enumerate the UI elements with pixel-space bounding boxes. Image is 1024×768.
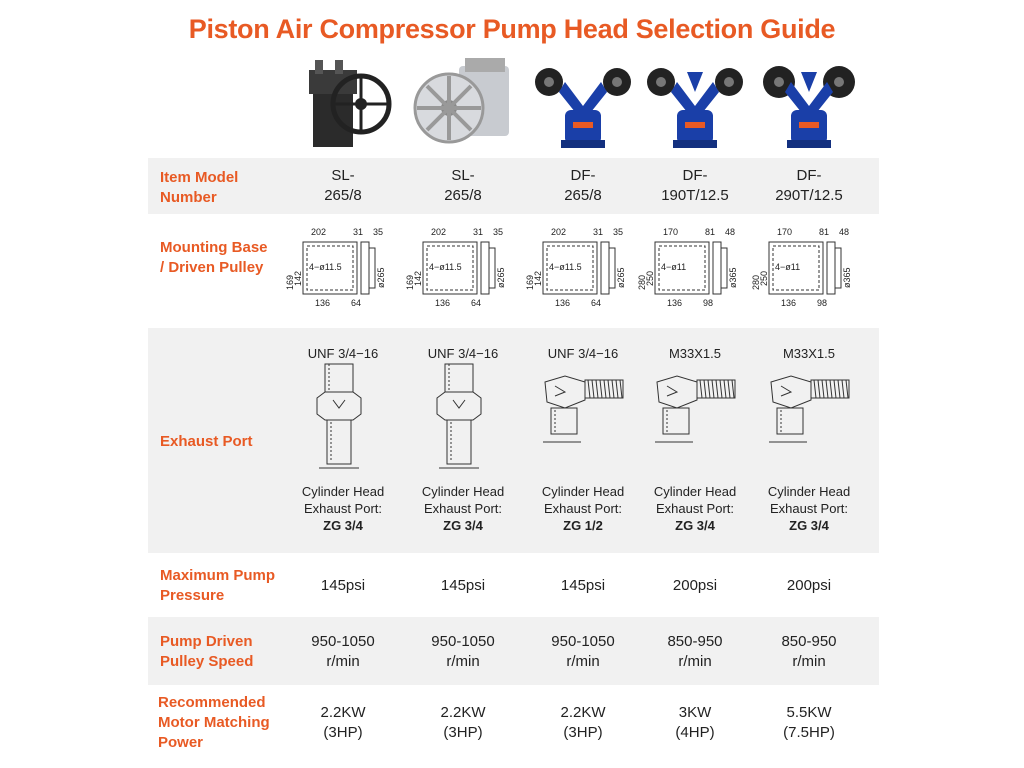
mounting-diagram-4 bbox=[637, 226, 747, 310]
thread-spec-3: UNF 3/4−16 bbox=[547, 346, 619, 361]
dim-bot1: 136 bbox=[435, 298, 451, 308]
port-size: ZG 1/2 bbox=[563, 518, 603, 533]
port-size: ZG 3/4 bbox=[789, 518, 829, 533]
dim-bot1: 136 bbox=[315, 298, 331, 308]
thread-spec-4: M33X1.5 bbox=[668, 346, 722, 361]
exhaust-fitting-drawing-5 bbox=[751, 362, 861, 472]
power-line1: 3KW bbox=[678, 704, 712, 721]
dim-a: 81 bbox=[819, 227, 830, 237]
model-number-5 bbox=[749, 166, 869, 206]
power-line2: (3HP) bbox=[323, 724, 363, 741]
pump-image-4 bbox=[643, 52, 747, 152]
pump-image-5 bbox=[757, 52, 861, 152]
note-line2: Exhaust Port: bbox=[655, 501, 735, 516]
exhaust-fitting-drawing-4 bbox=[637, 362, 747, 472]
pressure-1: 145psi bbox=[320, 577, 366, 594]
dim-width: 202 bbox=[551, 227, 567, 237]
dim-bolt: 4−ø11 bbox=[661, 262, 687, 272]
power-line1: 5.5KW bbox=[786, 704, 832, 721]
speed-line2: r/min bbox=[678, 653, 712, 670]
label-mounting: Mounting Base / Driven Pulley bbox=[160, 239, 268, 276]
label-speed: Pump Driven Pulley Speed bbox=[160, 633, 254, 670]
model-line2: 190T/12.5 bbox=[661, 187, 729, 204]
power-line1: 2.2KW bbox=[440, 704, 486, 721]
model-number-3 bbox=[523, 166, 643, 206]
speed-2 bbox=[403, 632, 523, 672]
power-line2: (7.5HP) bbox=[783, 724, 835, 741]
dim-pulley: ø265 bbox=[376, 267, 386, 288]
dim-h2: 142 bbox=[413, 270, 423, 286]
dim-bolt: 4−ø11 bbox=[775, 262, 801, 272]
model-line1: SL- bbox=[331, 167, 355, 184]
speed-line2: r/min bbox=[566, 653, 600, 670]
speed-line1: 950-1050 bbox=[551, 633, 615, 650]
model-line1: SL- bbox=[451, 167, 475, 184]
dim-bot1: 136 bbox=[555, 298, 571, 308]
dim-b: 48 bbox=[839, 227, 850, 237]
dim-width: 202 bbox=[311, 227, 327, 237]
dim-h1: 169 bbox=[525, 274, 535, 290]
mounting-diagram-1 bbox=[285, 226, 395, 310]
speed-line1: 850-950 bbox=[667, 633, 723, 650]
speed-1 bbox=[283, 632, 403, 672]
note-line1: Cylinder Head bbox=[541, 484, 625, 499]
model-line1: DF- bbox=[570, 167, 596, 184]
model-line2: 265/8 bbox=[564, 187, 602, 204]
port-size: ZG 3/4 bbox=[443, 518, 483, 533]
dim-h1: 169 bbox=[405, 274, 415, 290]
speed-line2: r/min bbox=[446, 653, 480, 670]
dim-bot2: 98 bbox=[817, 298, 828, 308]
model-number-1 bbox=[283, 166, 403, 206]
port-size: ZG 3/4 bbox=[323, 518, 363, 533]
exhaust-note-1 bbox=[283, 483, 403, 534]
speed-5 bbox=[749, 632, 869, 672]
dim-h2: 142 bbox=[293, 270, 303, 286]
label-exhaust: Exhaust Port bbox=[160, 433, 253, 450]
pressure-2: 145psi bbox=[440, 577, 486, 594]
port-size: ZG 3/4 bbox=[675, 518, 715, 533]
power-2 bbox=[403, 703, 523, 743]
mounting-diagram-5 bbox=[751, 226, 861, 310]
note-line1: Cylinder Head bbox=[421, 484, 505, 499]
label-model: Item Model Number bbox=[160, 169, 239, 206]
dim-pulley: ø265 bbox=[616, 267, 626, 288]
dim-a: 81 bbox=[705, 227, 716, 237]
power-4 bbox=[635, 703, 755, 743]
dim-a: 31 bbox=[353, 227, 364, 237]
pressure-5: 200psi bbox=[786, 577, 832, 594]
speed-4 bbox=[635, 632, 755, 672]
note-line2: Exhaust Port: bbox=[543, 501, 623, 516]
note-line1: Cylinder Head bbox=[653, 484, 737, 499]
dim-h1: 169 bbox=[285, 274, 295, 290]
note-line1: Cylinder Head bbox=[301, 484, 385, 499]
dim-a: 31 bbox=[473, 227, 484, 237]
note-line1: Cylinder Head bbox=[767, 484, 851, 499]
label-power: Recommended Motor Matching Power bbox=[158, 694, 270, 751]
exhaust-fitting-drawing-3 bbox=[525, 362, 635, 472]
dim-b: 35 bbox=[373, 227, 384, 237]
exhaust-note-2 bbox=[403, 483, 523, 534]
note-line2: Exhaust Port: bbox=[303, 501, 383, 516]
model-line1: DF- bbox=[682, 167, 708, 184]
dim-bolt: 4−ø11.5 bbox=[309, 262, 342, 272]
dim-a: 31 bbox=[593, 227, 604, 237]
power-line1: 2.2KW bbox=[320, 704, 366, 721]
exhaust-fitting-drawing-1 bbox=[285, 362, 395, 472]
dim-bolt: 4−ø11.5 bbox=[429, 262, 462, 272]
dim-b: 35 bbox=[613, 227, 624, 237]
thread-spec-5: M33X1.5 bbox=[782, 346, 836, 361]
dim-b: 35 bbox=[493, 227, 504, 237]
thread-spec-2: UNF 3/4−16 bbox=[427, 346, 499, 361]
dim-bot2: 64 bbox=[471, 298, 482, 308]
power-line2: (4HP) bbox=[675, 724, 715, 741]
pressure-3: 145psi bbox=[560, 577, 606, 594]
power-3 bbox=[523, 703, 643, 743]
dim-width: 170 bbox=[777, 227, 793, 237]
speed-line1: 850-950 bbox=[781, 633, 837, 650]
dim-width: 202 bbox=[431, 227, 447, 237]
dim-width: 170 bbox=[663, 227, 679, 237]
speed-line2: r/min bbox=[792, 653, 826, 670]
dim-h1: 280 bbox=[751, 274, 761, 290]
pump-image-3 bbox=[531, 52, 635, 152]
exhaust-fitting-drawing-2 bbox=[405, 362, 515, 472]
thread-spec-1: UNF 3/4−16 bbox=[307, 346, 379, 361]
note-line2: Exhaust Port: bbox=[769, 501, 849, 516]
dim-bolt: 4−ø11.5 bbox=[549, 262, 582, 272]
speed-line1: 950-1050 bbox=[311, 633, 375, 650]
page-title: Piston Air Compressor Pump Head Selection Guide bbox=[188, 14, 836, 44]
model-line2: 290T/12.5 bbox=[775, 187, 843, 204]
dim-h2: 250 bbox=[645, 270, 655, 286]
exhaust-note-5 bbox=[749, 483, 869, 534]
mounting-diagram-2 bbox=[405, 226, 515, 310]
mounting-diagram-3 bbox=[525, 226, 635, 310]
pump-image-1 bbox=[291, 52, 395, 152]
dim-pulley: ø365 bbox=[728, 267, 738, 288]
power-line2: (3HP) bbox=[443, 724, 483, 741]
dim-bot2: 98 bbox=[703, 298, 714, 308]
note-line2: Exhaust Port: bbox=[423, 501, 503, 516]
dim-b: 48 bbox=[725, 227, 736, 237]
dim-pulley: ø365 bbox=[842, 267, 852, 288]
power-1 bbox=[283, 703, 403, 743]
dim-pulley: ø265 bbox=[496, 267, 506, 288]
power-5 bbox=[749, 703, 869, 743]
dim-bot1: 136 bbox=[667, 298, 683, 308]
model-line2: 265/8 bbox=[324, 187, 362, 204]
model-number-4 bbox=[635, 166, 755, 206]
power-line1: 2.2KW bbox=[560, 704, 606, 721]
pump-image-2 bbox=[411, 52, 515, 152]
dim-h2: 142 bbox=[533, 270, 543, 286]
speed-line2: r/min bbox=[326, 653, 360, 670]
dim-bot1: 136 bbox=[781, 298, 797, 308]
speed-3 bbox=[523, 632, 643, 672]
dim-h1: 280 bbox=[637, 274, 647, 290]
model-line1: DF- bbox=[796, 167, 822, 184]
exhaust-note-4 bbox=[635, 483, 755, 534]
speed-line1: 950-1050 bbox=[431, 633, 495, 650]
exhaust-note-3 bbox=[523, 483, 643, 534]
pressure-4: 200psi bbox=[672, 577, 718, 594]
model-number-2 bbox=[403, 166, 523, 206]
label-pressure: Maximum Pump Pressure bbox=[160, 567, 276, 604]
dim-bot2: 64 bbox=[591, 298, 602, 308]
power-line2: (3HP) bbox=[563, 724, 603, 741]
dim-bot2: 64 bbox=[351, 298, 362, 308]
model-line2: 265/8 bbox=[444, 187, 482, 204]
dim-h2: 250 bbox=[759, 270, 769, 286]
